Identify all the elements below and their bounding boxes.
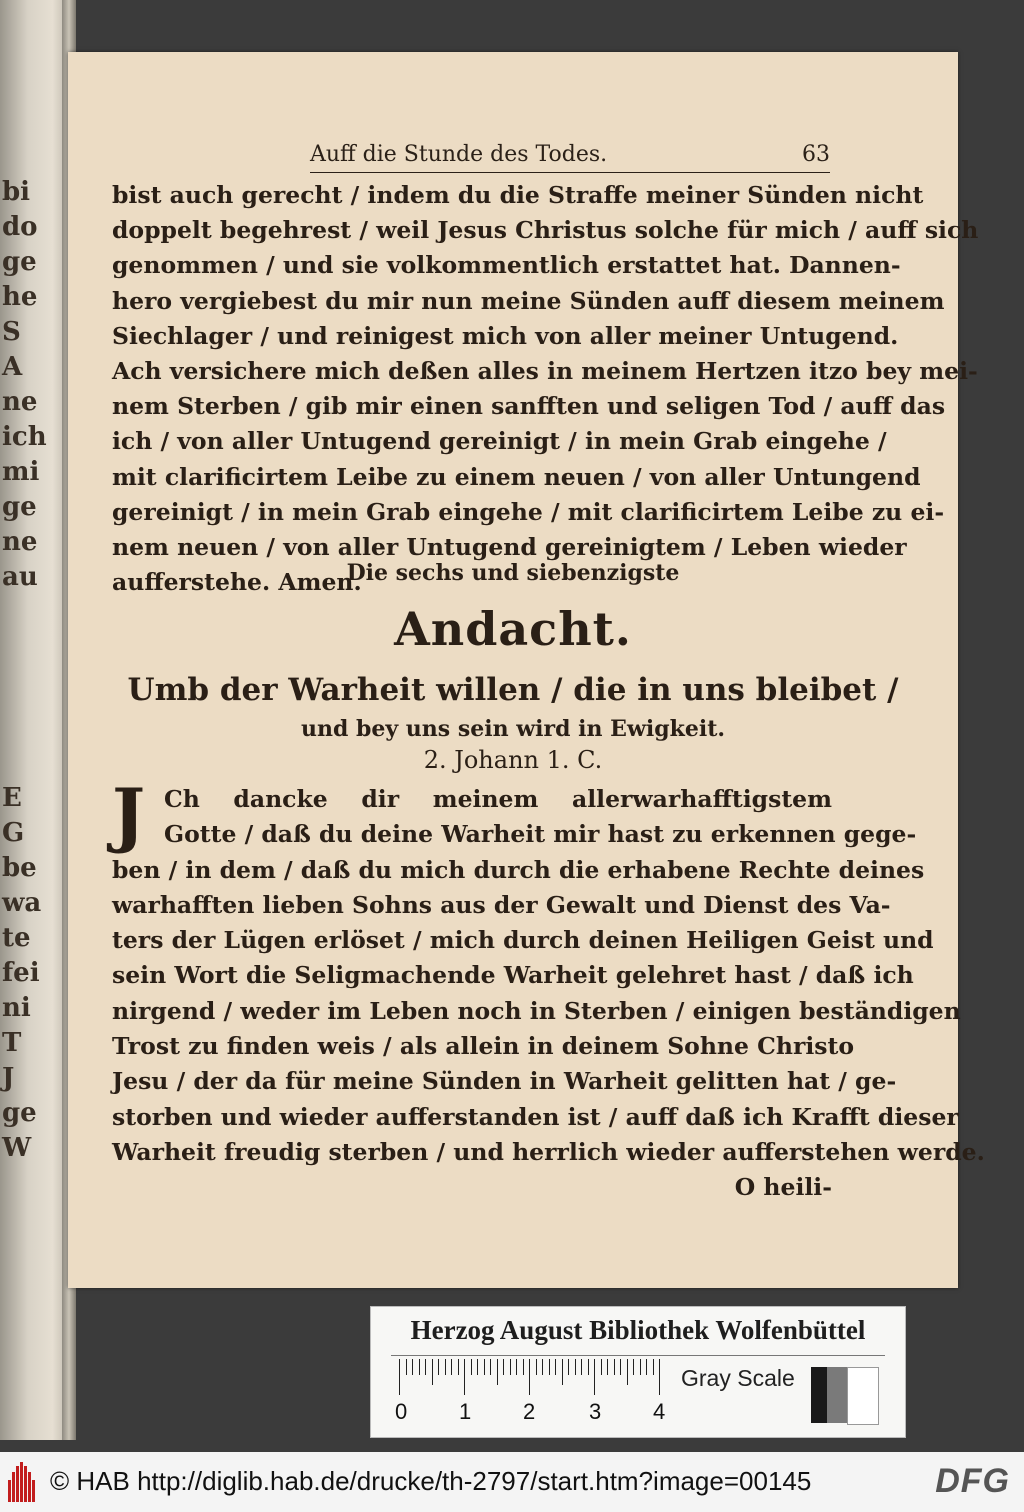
ruler-tick — [549, 1359, 550, 1375]
hab-logo-icon — [8, 1462, 38, 1502]
text-line: nirgend / weder im Leben noch in Sterben / einigen beständigen — [112, 996, 961, 1025]
ruler-tick — [484, 1359, 485, 1375]
ruler-tick — [432, 1359, 433, 1385]
text-line: Ch dancke dir meinem allerwarhafftigstem — [164, 785, 832, 813]
text-line: hero vergiebest du mir nun meine Sünden auff diesem meinem — [112, 286, 945, 315]
ruler-tick — [445, 1359, 446, 1375]
ruler-tick — [438, 1359, 439, 1375]
edge-fragment: be — [2, 853, 37, 883]
edge-fragment: ge — [2, 1098, 37, 1128]
book-page — [68, 52, 985, 1288]
ruler-tick — [510, 1359, 511, 1375]
catchword: O heili- — [734, 1173, 832, 1202]
ruler-tick — [451, 1359, 452, 1375]
edge-fragment: bi — [2, 177, 31, 207]
edge-fragment: te — [2, 923, 31, 953]
ruler-tick — [614, 1359, 615, 1375]
gray-swatch-mid — [827, 1367, 847, 1423]
ruler-tick — [627, 1359, 628, 1385]
edge-fragment: ne — [2, 527, 38, 557]
ruler-tick — [412, 1359, 413, 1375]
footer-bar — [0, 1452, 1024, 1512]
ruler-tick — [529, 1359, 530, 1395]
card-divider — [391, 1355, 885, 1356]
edge-fragment: W — [2, 1133, 32, 1163]
ruler-number: 3 — [589, 1399, 602, 1424]
text-line: Ach versichere mich deßen alles in meinem Hertzen itzo bey mei- — [112, 357, 978, 386]
paragraph-2 — [112, 782, 985, 1206]
ruler-tick — [640, 1359, 641, 1375]
bible-reference: 2. Johann 1. C. — [423, 746, 603, 774]
ruler-number: 4 — [653, 1399, 666, 1424]
edge-fragment: ge — [2, 492, 37, 522]
text-line: storben und wieder aufferstanden ist / auff daß ich Krafft dieser — [112, 1102, 959, 1131]
copyright-url[interactable]: © HAB http://diglib.hab.de/drucke/th-2797/start.htm?image=00145 — [50, 1466, 812, 1496]
edge-fragment: wa — [2, 888, 42, 918]
dfg-logo: DFG — [935, 1462, 1010, 1500]
text-line: Jesu / der da für meine Sünden in Warheit gelitten hat / ge- — [112, 1067, 897, 1096]
ruler-tick — [620, 1359, 621, 1375]
text-line: ters der Lügen erlöset / mich durch deinen Heiligen Geist und — [112, 926, 934, 955]
text-line: mit clarificirtem Leibe zu einem neuen / von aller Untungend — [112, 462, 921, 491]
edge-fragment: he — [2, 282, 38, 312]
gray-swatch-white — [847, 1367, 879, 1425]
edge-fragment: mi — [2, 457, 40, 487]
ruler-tick — [575, 1359, 576, 1375]
page-number: 63 — [802, 142, 830, 167]
edge-fragment: ne — [2, 387, 38, 417]
running-head-title: Auff die Stunde des Todes. — [310, 142, 608, 167]
ruler-tick — [523, 1359, 524, 1375]
ruler — [399, 1359, 669, 1399]
ruler-tick — [477, 1359, 478, 1375]
edge-fragment: E — [2, 783, 22, 813]
heading-title: Andacht. — [394, 602, 632, 656]
text-line: nem Sterben / gib mir einen sanfften und seligen Tod / auff das — [112, 392, 946, 421]
ruler-tick — [399, 1359, 400, 1395]
heading-ordinal: Die sechs und siebenzigste — [346, 560, 680, 586]
edge-fragment: J — [2, 1063, 15, 1093]
text-line: warhafften lieben Sohns aus der Gewalt und Dienst des Va- — [112, 890, 891, 919]
text-line: nem neuen / von aller Untugend gereinigtem / Leben wieder — [112, 533, 907, 562]
color-scale-card — [370, 1306, 906, 1438]
ruler-tick — [464, 1359, 465, 1395]
drop-cap-initial: J — [112, 773, 146, 856]
ruler-number: 0 — [395, 1399, 408, 1424]
edge-fragment: fei — [2, 958, 40, 988]
ruler-tick — [458, 1359, 459, 1375]
ruler-tick — [594, 1359, 595, 1395]
ruler-tick — [581, 1359, 582, 1375]
ruler-tick — [542, 1359, 543, 1375]
text-line: ich / von aller Untugend gereinigt / in mein Grab eingehe / — [112, 427, 887, 456]
edge-fragment: ni — [2, 993, 31, 1023]
ruler-tick — [425, 1359, 426, 1375]
ruler-tick — [646, 1359, 647, 1375]
ruler-tick — [562, 1359, 563, 1385]
ruler-tick — [490, 1359, 491, 1375]
edge-fragment: S — [2, 317, 21, 347]
ruler-tick — [471, 1359, 472, 1375]
text-line: genommen / und sie volkommentlich erstattet hat. Dannen- — [112, 251, 901, 280]
gray-swatch-black — [811, 1367, 827, 1423]
ruler-tick — [568, 1359, 569, 1375]
ruler-tick — [497, 1359, 498, 1385]
ruler-tick — [601, 1359, 602, 1375]
text-line: Warheit freudig sterben / und herrlich wieder aufferstehen werde. — [112, 1137, 985, 1166]
text-line: doppelt begehrest / weil Jesus Christus solche für mich / auff sich — [112, 216, 979, 245]
edge-fragment: A — [2, 352, 23, 382]
edge-fragment: G — [2, 818, 25, 848]
ruler-number: 1 — [459, 1399, 472, 1424]
ruler-tick — [419, 1359, 420, 1375]
text-line: ben / in dem / daß du mich durch die erhabene Rechte deines — [112, 855, 925, 884]
text-line: Siechlager / und reinigest mich von aller meiner Untugend. — [112, 321, 899, 350]
text-line: Gotte / daß du deine Warheit mir hast zu erkennen gege- — [164, 820, 917, 849]
gray-scale-label: Gray Scale — [681, 1365, 795, 1391]
edge-fragment: au — [2, 562, 38, 592]
ruler-tick — [653, 1359, 654, 1375]
ruler-tick — [516, 1359, 517, 1375]
library-name: Herzog August Bibliothek Wolfenbüttel — [410, 1315, 866, 1345]
text-line: sein Wort die Seligmachende Warheit gelehret hast / daß ich — [112, 961, 914, 990]
heading-subtitle-2: und bey uns sein wird in Ewigkeit. — [300, 716, 726, 742]
ruler-tick — [607, 1359, 608, 1375]
text-line: aufferstehe. Amen. — [112, 568, 362, 597]
edge-fragment: T — [2, 1028, 22, 1058]
ruler-tick — [503, 1359, 504, 1375]
text-line: Trost zu finden weis / als allein in deinem Sohne Christo — [112, 1032, 855, 1061]
text-line: gereinigt / in mein Grab eingehe / mit clarificirtem Leibe zu ei- — [112, 497, 945, 526]
ruler-tick — [536, 1359, 537, 1375]
running-head — [310, 142, 830, 173]
ruler-tick — [659, 1359, 660, 1395]
ruler-tick — [588, 1359, 589, 1375]
text-line: bist auch gerecht / indem du die Straffe meiner Sünden nicht — [112, 181, 924, 209]
heading-subtitle: Umb der Warheit willen / die in uns bleibet / — [127, 672, 899, 708]
previous-page-edge — [0, 0, 70, 1440]
ruler-tick — [406, 1359, 407, 1375]
paragraph-1 — [112, 178, 979, 600]
edge-fragment: ich — [2, 422, 47, 452]
ruler-tick — [633, 1359, 634, 1375]
edge-fragment: do — [2, 212, 38, 242]
ruler-number: 2 — [523, 1399, 536, 1424]
edge-fragment: ge — [2, 247, 37, 277]
ruler-tick — [555, 1359, 556, 1375]
